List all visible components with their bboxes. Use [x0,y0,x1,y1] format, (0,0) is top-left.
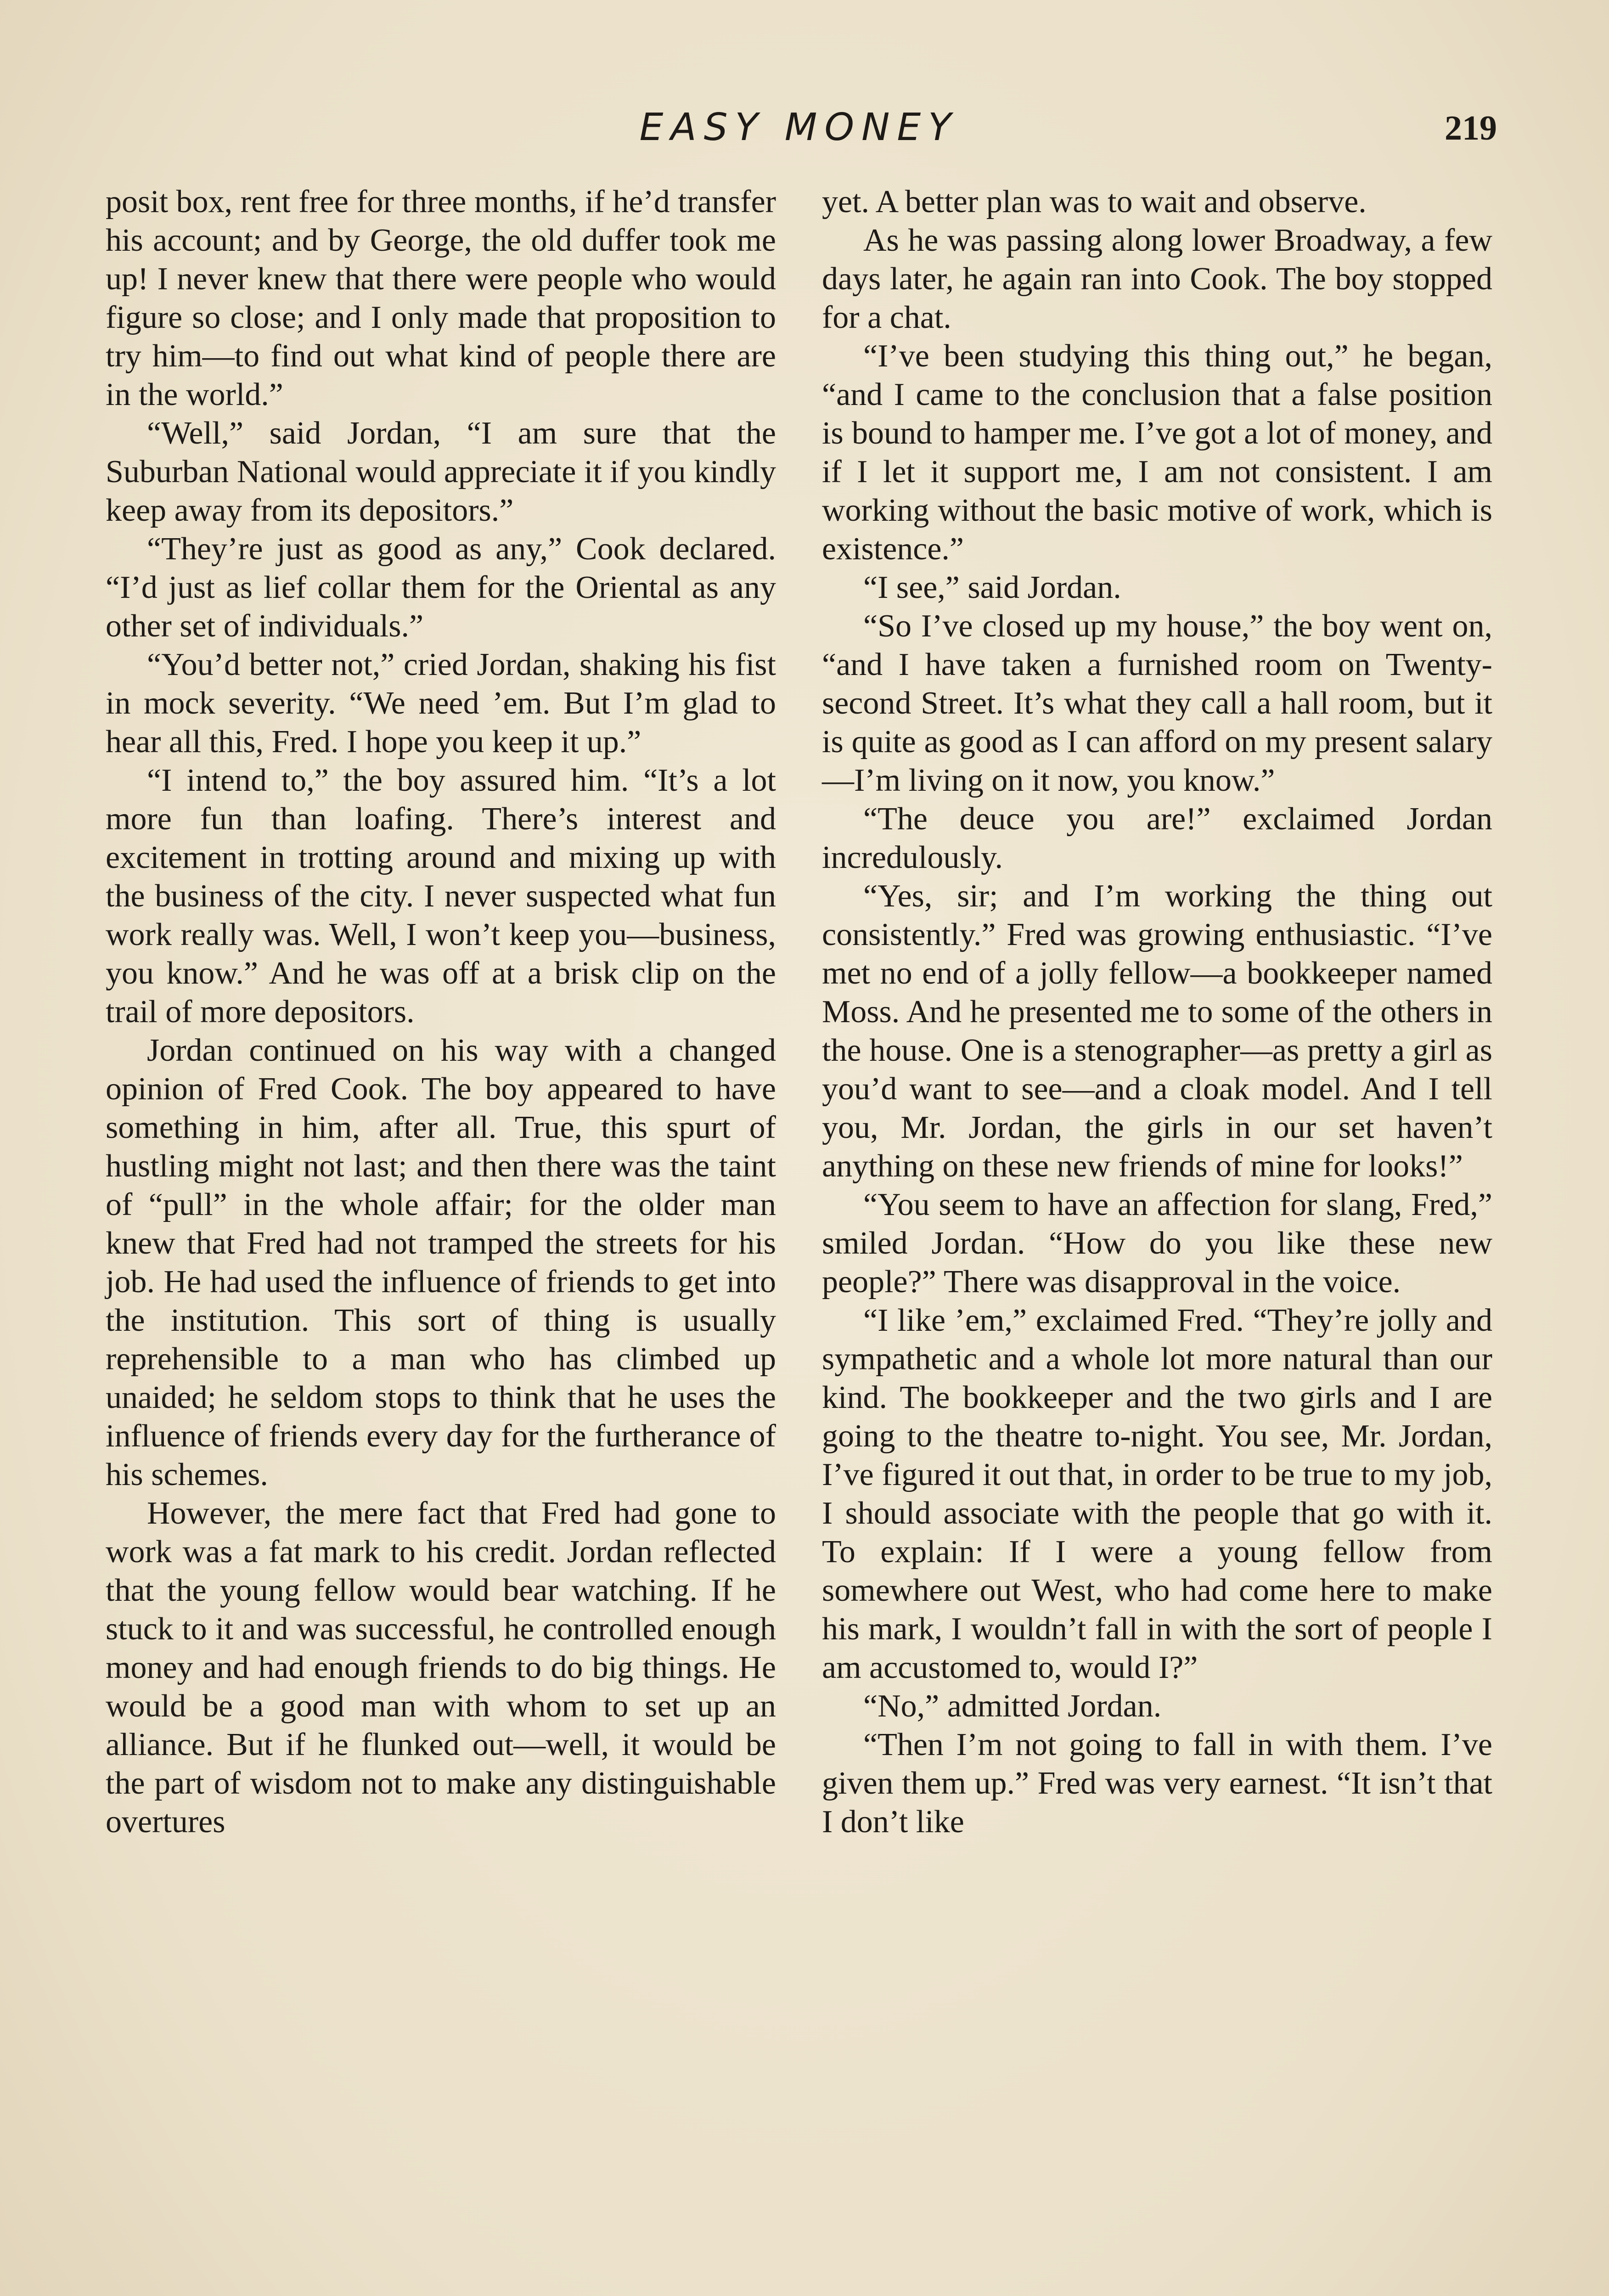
paragraph: “Well,” said Jordan, “I am sure that the Suburban National would appreciate it if you kindly keep away from its depositors.” [106,416,776,528]
paragraph: “I’ve been studying this thing out,” he began, “and I came to the conclusion that a false position is bound to hamper me. I’ve got a lot of money, and if I let it support me, I am not consistent. I am working without the basic motive of work, which is existence.” [822,338,1492,567]
paragraph: As he was passing along lower Broadway, a few days later, he again ran into Cook. The boy stopped for a chat. [822,223,1492,335]
paragraph: “They’re just as good as any,” Cook declared. “I’d just as lief collar them for the Oriental as any other set of individuals.” [106,531,776,644]
paragraph: “No,” admitted Jordan. [863,1688,1162,1724]
paragraph: “Then I’m not going to fall in with them. I’ve given them up.” Fred was very earnest. “It isn’t that I don’t like [822,1727,1492,1840]
paragraph: “You seem to have an affection for slang, Fred,” smiled Jordan. “How do you like these new people?” There was disapproval in the voice. [822,1187,1492,1300]
paragraph: yet. A better plan was to wait and observe. [822,184,1367,219]
paragraph: “I like ’em,” exclaimed Fred. “They’re jolly and sympathetic and a whole lot more natural than our kind. The bookkeeper and the two girls and I are going to the theatre to-night. You see, Mr. Jordan, I’ve figured it out that, in order to be true to my job, I should associate with the people that go with it. To explain: If I were a young fellow from somewhere out West, who had come here to make his mark, I wouldn’t fall in with the sort of people I am accustomed to, would I?” [822,1303,1492,1685]
running-title: EASY MONEY [639,106,959,149]
left-column [106,183,776,1841]
paragraph: However, the mere fact that Fred had gone to work was a fat mark to his credit. Jordan reflected that the young fellow would bear watching. If he stuck to it and was successful, he controlled enough money and had enough friends to do big things. He would be a good man with whom to set up an alliance. But if he flunked out—well, it would be the part of wisdom not to make any distinguishable overtures [106,1496,776,1840]
paragraph: “Yes, sir; and I’m working the thing out consistently.” Fred was growing enthusiastic. “I’ve met no end of a jolly fellow—a bookkeeper named Moss. And he presented me to some of the others in the house. One is a stenographer—as pretty a girl as you’d want to see—and a cloak model. And I tell you, Mr. Jordan, the girls in our set haven’t anything on these new friends of mine for looks!” [822,878,1492,1184]
paragraph: posit box, rent free for three months, if he’d transfer his account; and by George, the old duffer took me up! I never knew that there were people who would figure so close; and I only made that proposition to try him—to find out what kind of people there are in the world.” [106,184,776,412]
paragraph: “I see,” said Jordan. [863,570,1121,605]
paragraph: Jordan continued on his way with a changed opinion of Fred Cook. The boy appeared to have something in him, after all. True, this spurt of hustling might not last; and then there was the taint of “pull” in the whole affair; for the older man knew that Fred had not tramped the streets for his job. He had used the influence of friends to get into the institution. This sort of thing is usually reprehensible to a man who has climbed up unaided; he seldom stops to think that he uses the influence of friends every day for the furtherance of his schemes. [106,1033,776,1492]
paragraph: “So I’ve closed up my house,” the boy went on, “and I have taken a furnished room on Twenty-second Street. It’s what they call a hall room, but it is quite as good as I can afford on my present salary—I’m living on it now, you know.” [822,608,1492,798]
page-number: 219 [1445,109,1497,147]
page-header [101,96,1497,161]
paragraph: “You’d better not,” cried Jordan, shaking his fist in mock severity. “We need ’em. But I’m glad to hear all this, Fred. I hope you keep it up.” [106,647,776,760]
paragraph: “I intend to,” the boy assured him. “It’s a lot more fun than loafing. There’s interest and excitement in trotting around and mixing up with the business of the city. I never suspected what fun work really was. Well, I won’t keep you—business, you know.” And he was off at a brisk clip on the trail of more depositors. [106,763,776,1030]
paragraph: “The deuce you are!” exclaimed Jordan incredulously. [822,801,1492,875]
right-column [822,183,1492,1841]
